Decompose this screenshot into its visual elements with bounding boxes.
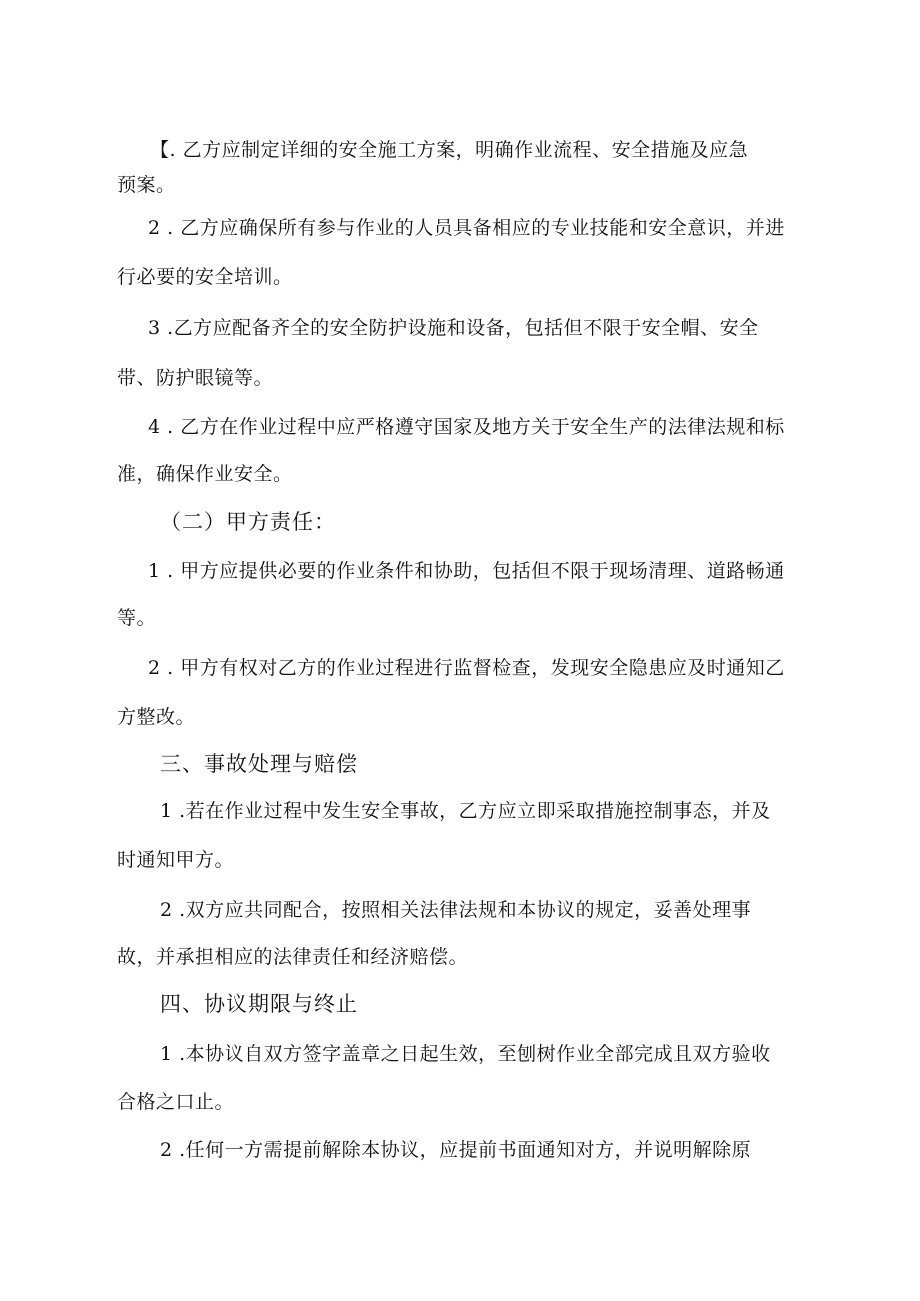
paragraph-line: 2 .双方应共同配合，按照相关法律法规和本协议的规定，妥善处理事	[160, 899, 752, 921]
paragraph-line: 3 .乙方应配备齐全的安全防护设施和设备，包括但不限于安全帽、安全	[148, 317, 759, 339]
paragraph-line: 2 . 乙方应确保所有参与作业的人员具备相应的专业技能和安全意识，并进	[148, 217, 785, 239]
paragraph-line: 方整改。	[117, 706, 196, 728]
paragraph-line: 1 . 甲方应提供必要的作业条件和协助，包括但不限于现场清理、道路畅通	[148, 560, 785, 582]
section-heading: 三、事故处理与赔偿	[160, 752, 358, 776]
paragraph-line: 1 .本协议自双方签字盖章之日起生效，至刨树作业全部完成且双方验收	[160, 1043, 771, 1065]
paragraph-line: 时通知甲方。	[117, 849, 235, 871]
paragraph-line: 行必要的安全培训。	[117, 266, 293, 288]
section-heading: 四、协议期限与终止	[160, 992, 358, 1016]
paragraph-line: 4 . 乙方在作业过程中应严格遵守国家及地方关于安全生产的法律法规和标	[148, 416, 785, 438]
paragraph-line: 带、防护眼镜等。	[117, 367, 274, 389]
paragraph-line: 【. 乙方应制定详细的安全施工方案，明确作业流程、安全措施及应急	[150, 139, 749, 161]
paragraph-line: 故，并承担相应的法律责任和经济赔偿。	[117, 946, 469, 968]
paragraph-line: 1 .若在作业过程中发生安全事故，乙方应立即采取措施控制事态，并及	[160, 800, 771, 822]
paragraph-line: 合格之口止。	[117, 1091, 235, 1113]
paragraph-line: 准，确保作业安全。	[117, 463, 293, 485]
paragraph-line: 预案。	[117, 174, 176, 196]
paragraph-line: 2 . 甲方有权对乙方的作业过程进行监督检查，发现安全隐患应及时通知乙	[148, 657, 785, 679]
paragraph-line: 2 .任何一方需提前解除本协议，应提前书面通知对方，并说明解除原	[160, 1139, 752, 1161]
paragraph-line: 等。	[117, 607, 157, 629]
section-heading: （二）甲方责任：	[160, 510, 336, 534]
